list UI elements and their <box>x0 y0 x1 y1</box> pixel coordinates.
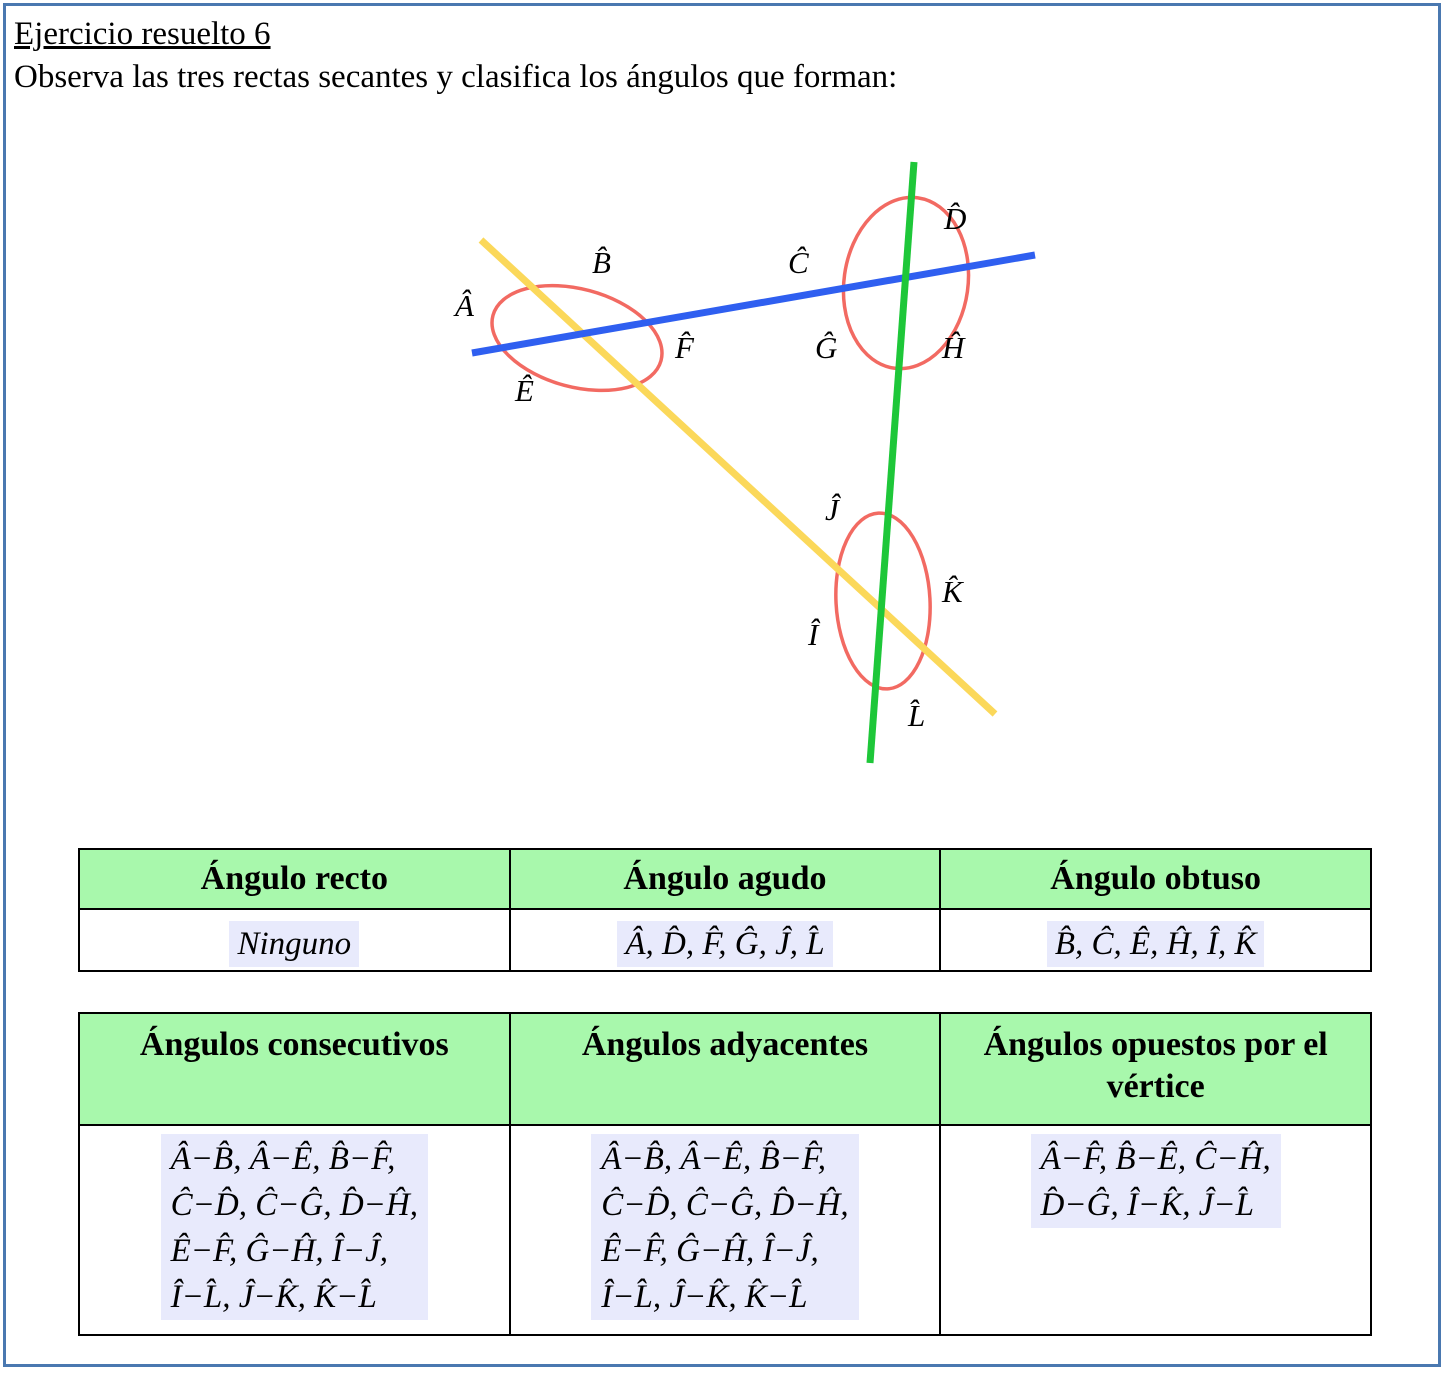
header-right-angle: Ángulo recto <box>79 849 510 909</box>
vertical-opposite-line: Â−F̂, B̂−Ê, Ĉ−Ĥ, <box>1040 1141 1271 1177</box>
adjacent-line: Ê−F̂, Ĝ−Ĥ, Î−Ĵ, <box>601 1233 819 1269</box>
cell-vertical-opposite <box>940 1125 1371 1335</box>
vertical-opposite-pairs <box>1031 1134 1281 1228</box>
angle-label-l: L̂ <box>908 698 926 733</box>
yellow-line <box>481 240 995 714</box>
angle-label-f: F̂ <box>675 330 694 365</box>
angle-types-header-row <box>79 849 1371 909</box>
header-acute-angle: Ángulo agudo <box>510 849 941 909</box>
angle-relations-header-row <box>79 1013 1371 1125</box>
angle-label-g: Ĝ <box>815 330 838 365</box>
consecutive-line: Ĉ−D̂, Ĉ−Ĝ, D̂−Ĥ, <box>170 1187 419 1223</box>
consecutive-pairs <box>161 1134 428 1320</box>
green-line <box>870 162 914 763</box>
cell-adjacent <box>510 1125 941 1335</box>
angle-label-i: Î <box>808 617 819 652</box>
angle-label-d: D̂ <box>944 201 967 236</box>
adjacent-line: Â−B̂, Â−Ê, B̂−F̂, <box>601 1141 827 1177</box>
vertical-opposite-line: D̂−Ĝ, Î−K̂, Ĵ−L̂ <box>1040 1187 1254 1223</box>
header-adjacent: Ángulos adyacentes <box>510 1013 941 1125</box>
header-obtuse-angle: Ángulo obtuso <box>940 849 1371 909</box>
header-consecutive: Ángulos consecutivos <box>79 1013 510 1125</box>
angle-relations-table <box>78 1012 1372 1336</box>
angle-label-j: Ĵ <box>825 492 839 527</box>
cell-obtuse-angle <box>940 909 1371 971</box>
cell-acute-angle <box>510 909 941 971</box>
acute-angle-value: Â, D̂, F̂, Ĝ, Ĵ, L̂ <box>617 921 832 967</box>
adjacent-line: Ĉ−D̂, Ĉ−Ĝ, D̂−Ĥ, <box>601 1187 849 1223</box>
angle-label-c: Ĉ <box>788 245 809 280</box>
cell-consecutive <box>79 1125 510 1335</box>
consecutive-line: Ê−F̂, Ĝ−Ĥ, Î−Ĵ, <box>170 1233 389 1269</box>
obtuse-angle-value: B̂, Ĉ, Ê, Ĥ, Î, K̂ <box>1047 921 1265 967</box>
cell-right-angle <box>79 909 510 971</box>
angle-relations-value-row <box>79 1125 1371 1335</box>
angle-label-b: B̂ <box>592 245 611 280</box>
angle-label-a: Â <box>455 288 474 323</box>
adjacent-pairs <box>591 1134 858 1320</box>
exercise-statement: Observa las tres rectas secantes y clasifica los ángulos que forman: <box>14 59 898 95</box>
adjacent-line: Î−L̂, Ĵ−K̂, K̂−L̂ <box>601 1279 808 1315</box>
consecutive-line: Â−B̂, Â−Ê, B̂−F̂, <box>170 1141 396 1177</box>
consecutive-line: Î−L̂, Ĵ−K̂, K̂−L̂ <box>170 1279 377 1315</box>
angle-types-value-row <box>79 909 1371 971</box>
angle-label-h: Ĥ <box>942 330 965 365</box>
right-angle-value: Ninguno <box>229 921 359 967</box>
angle-types-table <box>78 848 1372 972</box>
angle-label-e: Ê <box>515 373 534 408</box>
exercise-title: Ejercicio resuelto 6 <box>14 16 271 52</box>
header-vertical-opposite: Ángulos opuestos por el vértice <box>940 1013 1371 1125</box>
angle-label-k: K̂ <box>942 574 963 609</box>
